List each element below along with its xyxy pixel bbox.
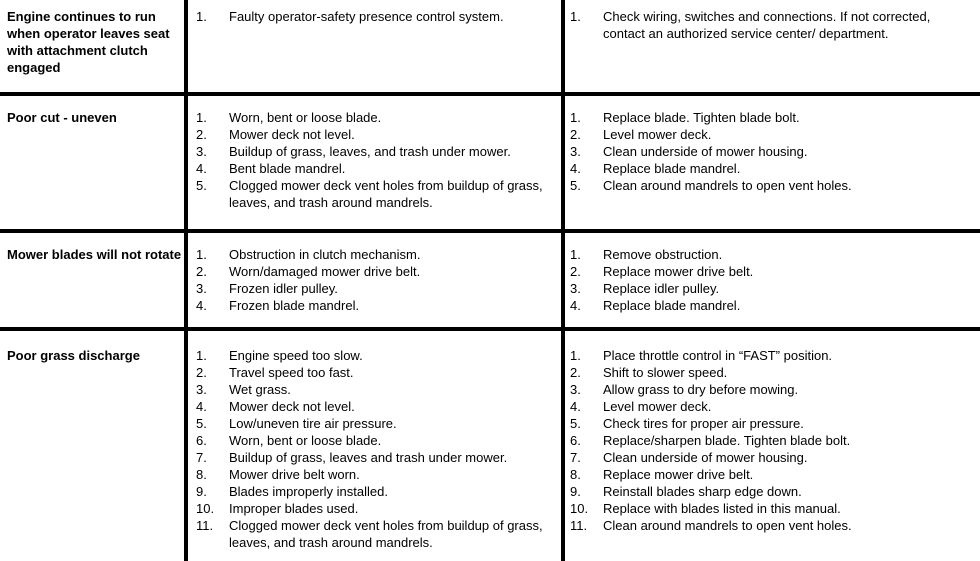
remedy-text: Replace with blades listed in this manual. [603,501,841,516]
remedy-text: Check wiring, switches and connections. If not corrected, contact an authorized service center/ department. [603,9,931,41]
cause-text: Bent blade mandrel. [229,161,346,176]
item-number: 7. [570,450,581,465]
cause-item [196,449,558,466]
cause-text: Frozen blade mandrel. [229,298,360,313]
remedy-item [570,297,970,314]
cause-item [196,398,558,415]
item-number: 3. [196,144,207,159]
cause-text: Clogged mower deck vent holes from buildup of grass, leaves, and trash around mandrels. [229,518,543,550]
remedy-text: Replace blade mandrel. [603,298,741,313]
cause-text: Buildup of grass, leaves and trash under mower. [229,450,508,465]
remedy-text: Shift to slower speed. [603,365,728,380]
item-number: 5. [196,416,207,431]
cause-item [196,432,558,449]
item-number: 1. [196,110,207,125]
cause-item [196,297,558,314]
remedy-text: Level mower deck. [603,127,712,142]
cause-text: Engine speed too slow. [229,348,363,363]
remedy-text: Clean around mandrels to open vent holes. [603,518,852,533]
item-number: 3. [570,144,581,159]
column-divider [561,0,565,561]
row-divider [0,327,980,331]
remedy-item [570,517,970,534]
cause-text: Worn, bent or loose blade. [229,110,382,125]
remedy-item [570,398,970,415]
item-number: 11. [570,518,588,533]
item-number: 4. [570,298,581,313]
cause-text: Clogged mower deck vent holes from buildup of grass, leaves, and trash around mandrels. [229,178,543,210]
remedy-item [570,126,970,143]
item-number: 4. [570,161,581,176]
cause-text: Frozen idler pulley. [229,281,338,296]
row-divider [0,229,980,233]
remedy-item [570,8,970,42]
cause-item [196,246,558,263]
item-number: 4. [570,399,581,414]
item-number: 3. [196,281,207,296]
cause-item [196,263,558,280]
item-number: 10. [196,501,215,516]
cause-item [196,8,558,25]
item-number: 5. [570,416,581,431]
cause-item [196,415,558,432]
cause-text: Blades improperly installed. [229,484,388,499]
remedy-item [570,177,970,194]
item-number: 2. [570,264,581,279]
cause-item [196,381,558,398]
item-number: 3. [570,281,581,296]
cause-item [196,126,558,143]
remedy-item [570,347,970,364]
remedy-text: Replace mower drive belt. [603,467,754,482]
item-number: 1. [570,9,581,24]
cause-text: Buildup of grass, leaves, and trash under mower. [229,144,511,159]
remedy-text: Replace mower drive belt. [603,264,754,279]
item-number: 1. [196,247,207,262]
remedy-item [570,381,970,398]
cause-item [196,347,558,364]
cause-text: Worn, bent or loose blade. [229,433,382,448]
item-number: 5. [196,178,207,193]
item-number: 1. [570,247,581,262]
remedy-list [570,246,970,314]
item-number: 2. [570,127,581,142]
item-number: 9. [196,484,207,499]
remedy-text: Level mower deck. [603,399,712,414]
remedy-list [570,109,970,194]
row-divider [0,92,980,96]
cause-item [196,160,558,177]
cause-text: Travel speed too fast. [229,365,354,380]
remedy-item [570,143,970,160]
remedy-item [570,500,970,517]
item-number: 4. [196,298,207,313]
remedy-item [570,109,970,126]
cause-text: Faulty operator-safety presence control system. [229,9,504,24]
remedy-text: Reinstall blades sharp edge down. [603,484,802,499]
cause-list [196,109,558,211]
item-number: 4. [196,161,207,176]
cause-text: Improper blades used. [229,501,359,516]
remedy-item [570,246,970,263]
cause-list [196,347,558,551]
remedy-text: Clean around mandrels to open vent holes. [603,178,852,193]
problem-cell: Poor cut - uneven [7,110,117,125]
item-number: 11. [196,518,214,533]
item-number: 1. [570,348,581,363]
item-number: 10. [570,501,589,516]
remedy-text: Check tires for proper air pressure. [603,416,804,431]
item-number: 8. [196,467,207,482]
item-number: 2. [196,127,207,142]
cause-item [196,517,558,551]
item-number: 8. [570,467,581,482]
item-number: 5. [570,178,581,193]
problem-cell: Engine continues to run when operator leaves seat with attachment clutch engaged [7,9,170,75]
cause-list [196,246,558,314]
cause-item [196,500,558,517]
remedy-item [570,483,970,500]
item-number: 2. [196,365,207,380]
cause-item [196,143,558,160]
remedy-item [570,364,970,381]
cause-text: Low/uneven tire air pressure. [229,416,397,431]
item-number: 2. [570,365,581,380]
cause-text: Mower drive belt worn. [229,467,360,482]
remedy-list [570,347,970,534]
remedy-text: Replace/sharpen blade. Tighten blade bolt. [603,433,851,448]
item-number: 2. [196,264,207,279]
cause-item [196,109,558,126]
item-number: 9. [570,484,581,499]
cause-item [196,177,558,211]
cause-list [196,8,558,25]
cause-text: Obstruction in clutch mechanism. [229,247,421,262]
cause-text: Wet grass. [229,382,291,397]
remedy-item [570,263,970,280]
remedy-text: Clean underside of mower housing. [603,450,808,465]
item-number: 3. [570,382,581,397]
item-number: 1. [570,110,581,125]
cause-text: Mower deck not level. [229,127,355,142]
cause-text: Mower deck not level. [229,399,355,414]
item-number: 6. [196,433,207,448]
cause-item [196,364,558,381]
problem-cell: Poor grass discharge [7,348,140,363]
cause-item [196,280,558,297]
remedy-text: Place throttle control in “FAST” position. [603,348,833,363]
remedy-item [570,432,970,449]
problem-cell: Mower blades will not rotate [7,247,182,262]
cause-item [196,466,558,483]
item-number: 4. [196,399,207,414]
item-number: 3. [196,382,207,397]
column-divider [184,0,188,561]
remedy-text: Replace idler pulley. [603,281,720,296]
item-number: 7. [196,450,207,465]
remedy-item [570,160,970,177]
remedy-item [570,280,970,297]
remedy-item [570,415,970,432]
cause-text: Worn/damaged mower drive belt. [229,264,421,279]
item-number: 1. [196,9,207,24]
remedy-text: Allow grass to dry before mowing. [603,382,799,397]
item-number: 6. [570,433,581,448]
remedy-text: Replace blade. Tighten blade bolt. [603,110,800,125]
item-number: 1. [196,348,207,363]
remedy-text: Replace blade mandrel. [603,161,741,176]
remedy-text: Clean underside of mower housing. [603,144,808,159]
remedy-item [570,466,970,483]
remedy-item [570,449,970,466]
remedy-list [570,8,970,42]
remedy-text: Remove obstruction. [603,247,723,262]
cause-item [196,483,558,500]
